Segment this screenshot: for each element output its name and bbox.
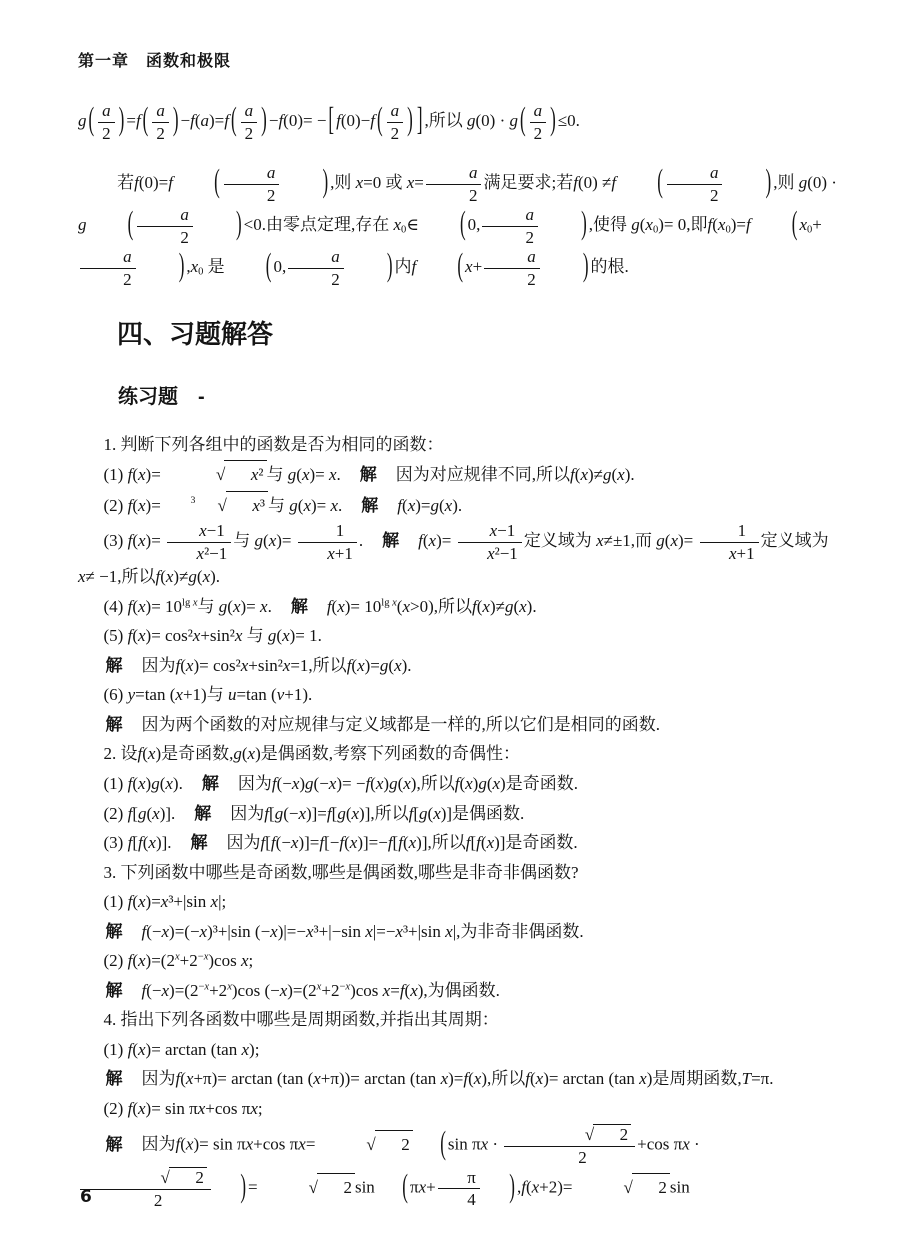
solution-label: 解 [359, 465, 377, 485]
solution-label: 解 [290, 596, 308, 616]
paragraph: 解 因为f(x)= sin πx+cos πx= √ 2 ( sin πx · $\frac{√ 2}{2}$ +cos πx · $\frac{√ 2}{2}$ ) = √ 2 sin ( πx+ $\frac{\pi}{4}$ ) ,f(x+2)= √ 2 sin [78, 1124, 838, 1210]
fraction: $\frac{a}{2}$ [241, 101, 258, 143]
big-paren-close: ) [581, 205, 587, 242]
solution-label: 解 [201, 773, 219, 793]
fraction: $\frac{x-1}{\text{x²−1}}$ [458, 521, 522, 563]
fraction: $\frac{a}{2}$ [530, 101, 547, 143]
big-paren-close: ) [765, 163, 772, 200]
big-paren-close: ) [172, 100, 179, 138]
solution-label: 解 [105, 1069, 123, 1089]
chapter-header: 第一章 函数和极限 [78, 53, 232, 70]
big-paren-close: ) [235, 205, 242, 242]
big-paren-open: ( [265, 247, 272, 284]
big-bracket-open: [ [328, 100, 335, 138]
fraction: $\frac{a}{2}$ [152, 101, 169, 143]
fraction: $\frac{x-1}{\text{x²−1}}$ [167, 521, 231, 563]
paragraph: 解 f(−x)=(−x)³+|sin (−x)|=−x³+|−sin x|=−x³+|sin x|,为非奇非偶函数. [105, 921, 584, 941]
solution-label: 解 [105, 1134, 123, 1154]
fraction: $\frac{a}{2}$ [667, 163, 723, 205]
paragraph: 1. 判断下列各组中的函数是否为相同的函数： [103, 434, 444, 454]
big-paren-close: ) [550, 100, 556, 138]
fraction: $\frac{1}{x+1}$ [298, 521, 357, 563]
fraction: $\frac{\pi}{4}$ [438, 1168, 480, 1210]
big-paren-open: ( [88, 100, 95, 138]
fraction: $\frac{a}{2}$ [484, 247, 540, 289]
fraction: $\frac{a}{2}$ [80, 247, 136, 289]
paragraph: 3. 下列函数中哪些是奇函数,哪些是偶函数,哪些是非奇非偶函数? [103, 862, 579, 882]
paragraph: (2) f(x)= $^3$ √ x³ 与 g(x)= x. 解 f(x)=g(x). [78, 491, 838, 520]
big-paren-open: ( [657, 163, 663, 200]
big-paren-open: ( [457, 247, 464, 284]
fraction: $\frac{a}{2}$ [98, 101, 115, 143]
solution-label: 解 [105, 980, 123, 1000]
section-heading: 四、习题解答 [117, 319, 274, 350]
sqrt-radical: √ 2 [258, 1173, 355, 1202]
paragraph: (6) y=tan (x+1)与 u=tan (v+1). [103, 685, 313, 705]
paragraph: 若f(0)=f ( $\frac{a}{2}$ ) ,则 x=0 或 x= $\frac{a}{2}$ 满足要求;若f(0) ≠f ( $\frac{a}{2}$ ) ,则 g(0) · g ( $\frac{a}{2}$ ) <0.由零点定理,存在 $x_0\in$ ( 0, $\frac{a}{2}$ ) ,使得 $g(x_0)= 0$,即$f(x_0)=f$ ( $x_0+$ $\frac{a}{2}$ ) $,x_0$ 是 ( 0, $\frac{a}{2}$ ) 内f ( x+ $\frac{a}{2}$ ) 的根. [78, 163, 838, 289]
paragraph: (3) f(x)= $\frac{x-1}{\text{x²−1}}$ 与 g(x)= $\frac{1}{x+1}$ . 解 f(x)= $\frac{x-1}{\text{x²−1}}$ 定义域为 x≠±1,而 g(x)= $\frac{1}{x+1}$ 定义域为 x≠ −1,所以f(x)≠g(x). [78, 521, 829, 587]
big-paren-close: ) [582, 247, 589, 284]
big-paren-open: ( [459, 205, 466, 242]
big-paren-open: ( [440, 1124, 446, 1161]
fraction: $\frac{√ 2}{2}$ [80, 1167, 211, 1210]
fraction: $\frac{√ 2}{2}$ [504, 1124, 635, 1167]
sqrt-radical: √ 2 [315, 1130, 412, 1159]
big-paren-open: ( [791, 205, 798, 242]
sqrt-radical: √ x² [165, 460, 267, 489]
solution-label: 解 [190, 833, 208, 853]
big-paren-open: ( [214, 163, 220, 200]
sqrt-radical: √ 2 [110, 1167, 207, 1188]
display-equation: g ( $\frac{a}{2}$ ) =f ( $\frac{a}{2}$ ) −f(a)=f ( $\frac{a}{2}$ ) −f(0)= − [ f(0)−f ( $\frac{a}{2}$ ) ] ,所以 g(0) · g ( $\frac{a}{2}$ ) ≤0. [78, 101, 838, 143]
paragraph: 解 因为f(x+π)= arctan (tan (x+π))= arctan (tan x)=f(x),所以f(x)= arctan (tan x)是周期函数,T=π. [105, 1069, 774, 1089]
paragraph: 解 因为f(x)= cos²x+sin²x=1,所以f(x)=g(x). [105, 655, 412, 675]
big-paren-close: ) [261, 100, 267, 138]
solution-label: 解 [105, 714, 123, 734]
big-paren-open: ( [519, 100, 526, 138]
big-paren-close: ) [407, 100, 413, 138]
big-paren-open: ( [231, 100, 237, 138]
big-paren-open: ( [142, 100, 149, 138]
fraction: $\frac{a}{2}$ [482, 205, 538, 247]
paragraph: (1) f(x)=x³+|sin x|; [103, 892, 227, 912]
content-area [78, 101, 838, 1211]
big-paren-close: ) [322, 163, 329, 200]
solution-label: 解 [194, 803, 212, 823]
solution-label: 解 [382, 531, 400, 551]
paragraph: (1) f(x)= arctan (tan x); [103, 1039, 260, 1059]
fraction: $\frac{a}{2}$ [224, 163, 280, 205]
paragraph: (1) f(x)= √ x² 与 g(x)= x. 解 因为对应规律不同,所以f(x)≠g(x). [78, 460, 838, 489]
big-paren-close: ) [118, 100, 125, 138]
sqrt-radical: √ 2 [534, 1124, 631, 1145]
fraction: $\frac{a}{2}$ [387, 101, 404, 143]
paragraph: (2) f(x)= sin πx+cos πx; [103, 1098, 263, 1118]
fraction: $\frac{a}{2}$ [137, 205, 193, 247]
fraction: $\frac{1}{x+1}$ [700, 521, 759, 563]
big-paren-open: ( [402, 1167, 408, 1204]
sqrt-radical: √ 2 [573, 1173, 670, 1202]
big-paren-close: ) [509, 1167, 515, 1204]
paragraph: 解 因为两个函数的对应规律与定义域都是一样的,所以它们是相同的函数. [105, 714, 660, 734]
fraction: $\frac{a}{2}$ [288, 247, 344, 289]
paragraph: 2. 设f(x)是奇函数,g(x)是偶函数,考察下列函数的奇偶性： [103, 744, 521, 764]
big-bracket-close: ] [416, 100, 423, 138]
big-paren-open: ( [376, 100, 383, 138]
paragraph: (2) f[g(x)]. 解 因为f[g(−x)]=f[g(x)],所以f[g(x)]是偶函数. [103, 803, 525, 823]
cube-root-radical: $^3$ √ x³ [165, 491, 268, 520]
paragraph: (2) $f(x)=(2^x+2^{-x})\cos$ x; [103, 951, 254, 971]
paragraph: (3) f[f(x)]. 解 因为f[f(−x)]=f[−f(x)]=−f[f(x)],所以f[f(x)]是奇函数. [103, 833, 578, 853]
paragraph: 4. 指出下列各函数中哪些是周期函数,并指出其周期： [103, 1010, 499, 1030]
paragraph: (5) f(x)= cos²x+sin²x 与 g(x)= 1. [103, 626, 322, 646]
subsection-heading: 练习题 - [118, 385, 205, 408]
solution-label: 解 [105, 921, 123, 941]
big-paren-close: ) [240, 1167, 247, 1204]
paragraph: (1) f(x)g(x). 解 因为f(−x)g(−x)= −f(x)g(x),所以f(x)g(x)是奇函数. [103, 773, 578, 793]
big-paren-close: ) [386, 247, 393, 284]
fraction: $\frac{a}{2}$ [426, 163, 482, 205]
page-number: 6 [80, 1187, 92, 1207]
solution-label: 解 [105, 655, 123, 675]
paragraph: (4) $f(x)= 10^{lg x}$与 g(x)= x. 解 $f(x)= 10^{lg x}(x>0)$,所以f(x)≠g(x). [103, 596, 537, 616]
paragraph: 解 $f(-x)=(2^{-x}+2^x)\cos$ $(-x)=(2^x+2^{-x})\cos$ x=f(x),为偶函数. [105, 980, 500, 1000]
solution-label: 解 [361, 495, 379, 515]
big-paren-close: ) [178, 247, 185, 284]
big-paren-open: ( [127, 205, 134, 242]
